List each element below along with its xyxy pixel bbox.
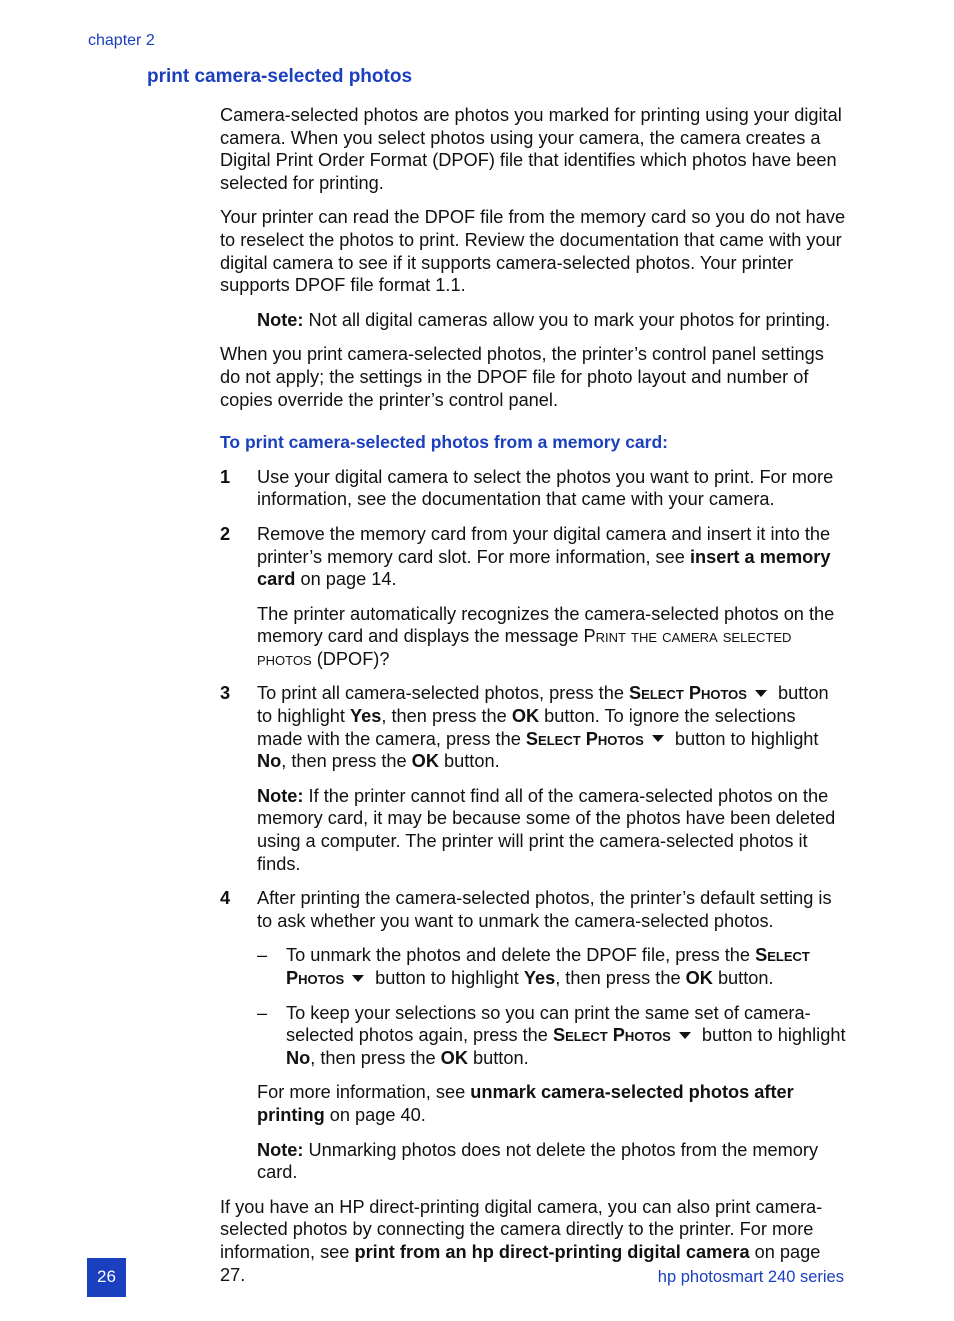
body-text [220, 104, 846, 1298]
ok-term: OK [511, 706, 540, 727]
dpof-paragraph: Your printer can read the DPOF file from the memory card so you do not have to reselect the photos to print. Review the documentation that came with your digital camera to see if it supports camera-selected photos. Your printer supports DPOF file format 1.1. [220, 207, 846, 296]
step-4 [220, 887, 846, 1184]
more-info-end: on page 40. [324, 1104, 426, 1125]
sub-text: button to highlight [370, 968, 524, 988]
dash-bullet: – [257, 945, 268, 966]
step-number: 3 [220, 683, 231, 704]
select-photos-button-term: Select Photos [552, 1025, 671, 1046]
select-photos-button-term: Select Photos [286, 945, 810, 988]
yes-term: Yes [523, 968, 556, 988]
dash-bullet: – [257, 1002, 268, 1023]
note-text: Not all digital cameras allow you to mark your photos for printing. [308, 309, 831, 330]
step-number: 4 [220, 888, 231, 909]
select-photos-button-term: Select Photos [525, 728, 644, 749]
down-arrow-icon [352, 975, 364, 982]
step-2 [220, 523, 846, 671]
step-number: 2 [220, 523, 231, 544]
note-cameras [257, 309, 846, 332]
control-panel-paragraph: When you print camera-selected photos, the printer’s control panel settings do not apply; the settings in the DPOF file for photo layout and number of copies override the printer’s control panel. [220, 344, 824, 410]
link-unmark-photos[interactable]: unmark camera-selected photos after printing [257, 1082, 794, 1125]
sub-text: To unmark the photos and delete the DPOF file, press the [286, 945, 756, 966]
page-number-badge: 26 [87, 1258, 126, 1297]
down-arrow-icon [652, 735, 664, 742]
step-text: button. [438, 751, 500, 772]
step-3 [220, 682, 846, 875]
sub-item-keep [257, 1002, 846, 1070]
no-term: No [257, 751, 282, 772]
note-unmarking [257, 1139, 846, 1184]
step-text: Remove the memory card from your digital camera and insert it into the printer’s memory card slot. For more information, see [257, 523, 831, 567]
footer-product-title: hp photosmart 240 series [657, 1268, 844, 1286]
step-text: After printing the camera-selected photos, the printer’s default setting is to ask whether you want to unmark the camera-selected photos. [257, 888, 832, 931]
step-text: , then press the [381, 706, 512, 727]
sub-item-unmark [257, 944, 846, 989]
no-term: No [286, 1047, 311, 1068]
paragraph-text: If you have an HP direct-printing digital camera, you can also print camera-selected photos by connecting the camera directly to the printer. For more information, see [220, 1196, 823, 1262]
select-photos-button-term: Select Photos [629, 683, 747, 704]
intro-paragraph: Camera-selected photos are photos you marked for printing using your digital camera. When you select photos using your camera, the camera creates a Digital Print Order Format (DPOF) file that identifies which photos have been selected for printing. [220, 105, 842, 193]
sub-text: , then press the [310, 1047, 441, 1068]
link-direct-printing-camera[interactable]: print from an hp direct-printing digital camera [354, 1241, 750, 1262]
more-info-text: For more information, see [257, 1082, 471, 1103]
note-label: Note: [257, 1139, 304, 1160]
link-insert-memory-card[interactable]: insert a memory card [257, 546, 831, 590]
ok-term: OK [685, 968, 713, 988]
ok-term: OK [411, 751, 439, 772]
lcd-message-end: (DPOF)? [311, 648, 390, 669]
step-text: To print all camera-selected photos, press the [257, 683, 630, 704]
down-arrow-icon [755, 690, 767, 697]
sub-text: button to highlight [696, 1025, 846, 1046]
sub-text: button. [712, 968, 774, 988]
step-number: 1 [220, 466, 231, 487]
ok-term: OK [440, 1047, 468, 1068]
note-label: Note: [257, 309, 304, 330]
lcd-message: Print the camera selected photos [257, 626, 792, 669]
procedure-title: To print camera-selected photos from a memory card: [220, 432, 668, 453]
step-text: , then press the [281, 751, 412, 772]
sub-text: button. [467, 1047, 529, 1068]
note-label: Note: [257, 785, 304, 806]
step-text: button. To ignore the selections made with the camera, press the [257, 706, 796, 749]
step-detail: The printer automatically recognizes the camera-selected photos on the memory card and displays the message [257, 603, 835, 647]
step-text: Use your digital camera to select the photos you want to print. For more information, see the documentation that came with your camera. [257, 466, 834, 510]
sub-text: , then press the [555, 968, 686, 988]
step-text: button to highlight [257, 683, 829, 727]
step-text: button to highlight [669, 728, 819, 749]
note-deleted-photos [257, 785, 846, 875]
section-title: print camera-selected photos [147, 66, 413, 87]
down-arrow-icon [679, 1032, 691, 1039]
paragraph-text-end: on page 27. [220, 1241, 821, 1285]
note-text: If the printer cannot find all of the camera-selected photos on the memory card, it may be because some of the photos have been deleted using a computer. The printer will print the camera-selected photos it finds. [257, 785, 836, 874]
note-text: Unmarking photos does not delete the photos from the memory card. [257, 1139, 819, 1183]
sub-text: To keep your selections so you can print the same set of camera-selected photos again, press the [286, 1002, 811, 1046]
step-1 [220, 466, 846, 511]
step-text-end: on page 14. [295, 569, 397, 590]
yes-term: Yes [350, 706, 382, 727]
chapter-label: chapter 2 [88, 32, 155, 49]
